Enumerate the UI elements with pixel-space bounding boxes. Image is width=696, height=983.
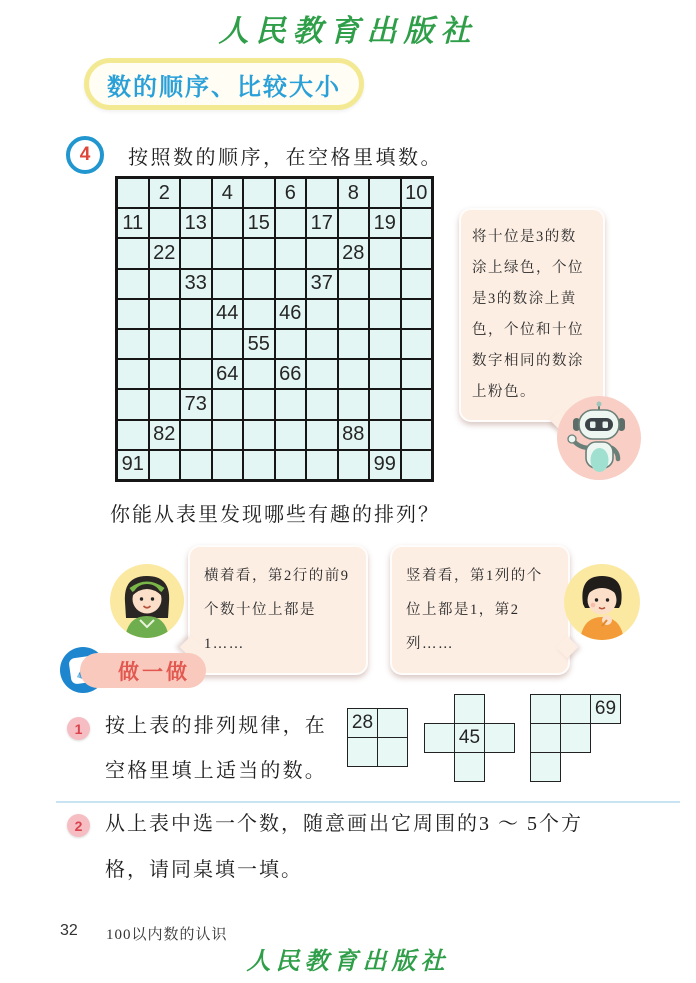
boy-bubble-text: 竖着看，第1列的个位上都是1，第2列…… [406,568,543,652]
boy-avatar [564,564,640,640]
grid-cell-blank [401,238,433,268]
grid-cell-blank [243,238,275,268]
grid-cell-blank [306,389,338,419]
grid-cell-blank [117,329,149,359]
grid-cell-blank [243,389,275,419]
grid-cell-blank [212,238,244,268]
grid-cell-filled: 44 [212,299,244,329]
shape-cell-filled: 28 [347,708,378,738]
grid-cell-blank [243,450,275,480]
problem4-number: 4 [79,144,91,165]
grid-cell-blank [338,329,370,359]
grid-cell-blank [117,389,149,419]
shape-cell-blank [484,723,515,753]
grid-cell-blank [369,359,401,389]
grid-cell-blank [338,269,370,299]
grid-cell-filled: 10 [401,178,433,208]
grid-cell-blank [212,208,244,238]
problem2-text: 从上表中选一个数，随意画出它周围的3 ～ 5个方格，请同桌填一填。 [105,813,583,881]
shape-cell-blank [454,752,485,782]
girl-icon [110,564,184,638]
grid-cell-filled: 55 [243,329,275,359]
robot-avatar [557,396,641,480]
grid-cell-blank [401,208,433,238]
grid-cell-blank [149,329,181,359]
grid-cell-filled: 64 [212,359,244,389]
follow-up-question: 你能从表里发现哪些有趣的排列？ [110,504,440,526]
grid-cell-blank [117,238,149,268]
page-number: 32 [60,922,78,939]
lesson-title-pill [84,58,364,110]
girl-bubble-text: 横着看，第2行的前9个数十位上都是1…… [204,568,350,652]
grid-cell-blank [306,329,338,359]
number-grid [115,176,434,482]
problem2-number: 2 [74,817,83,834]
grid-cell-blank [149,299,181,329]
girl-avatar [110,564,184,638]
robot-speech-bubble [459,208,605,422]
grid-cell-filled: 88 [338,420,370,450]
grid-cell-blank [369,269,401,299]
grid-cell-blank [243,269,275,299]
grid-cell-blank [275,208,307,238]
grid-cell-filled: 73 [180,389,212,419]
grid-cell-blank [401,359,433,389]
grid-cell-blank [369,389,401,419]
publisher-logo-top: 人民教育出版社 [218,15,478,48]
grid-cell-blank [306,238,338,268]
grid-cell-blank [275,238,307,268]
grid-cell-blank [212,329,244,359]
grid-cell-filled: 66 [275,359,307,389]
grid-cell-filled: 28 [338,238,370,268]
grid-cell-blank [306,299,338,329]
grid-cell-blank [243,420,275,450]
grid-cell-filled: 33 [180,269,212,299]
shape-cell-blank [530,752,561,782]
grid-cell-blank [275,450,307,480]
shape-cell-blank [424,723,455,753]
shape-cell-blank [530,723,561,753]
problem1-number: 1 [74,720,83,737]
shape-cell-blank [377,737,408,767]
grid-cell-blank [369,299,401,329]
grid-cell-blank [338,389,370,419]
grid-cell-filled: 13 [180,208,212,238]
grid-cell-filled: 17 [306,208,338,238]
grid-cell-filled: 8 [338,178,370,208]
grid-cell-blank [117,299,149,329]
problem1-number-badge [67,717,90,740]
grid-cell-blank [369,238,401,268]
boy-icon [564,564,640,640]
grid-cell-blank [306,178,338,208]
problem1-text: 按上表的排列规律，在空格里填上适当的数。 [105,715,327,782]
grid-cell-filled: 99 [369,450,401,480]
grid-cell-blank [401,389,433,419]
shape-cell-blank [347,737,378,767]
grid-cell-blank [180,329,212,359]
grid-cell-blank [149,359,181,389]
grid-cell-blank [180,178,212,208]
grid-cell-blank [401,329,433,359]
problem4-prompt: 按照数的顺序，在空格里填数。 [128,147,443,169]
grid-cell-blank [369,329,401,359]
shape-cell-blank [454,694,485,724]
grid-cell-blank [117,420,149,450]
grid-cell-filled: 91 [117,450,149,480]
grid-cell-filled: 37 [306,269,338,299]
shape-cell-blank [560,694,591,724]
grid-cell-blank [180,420,212,450]
grid-cell-blank [212,389,244,419]
grid-cell-blank [275,389,307,419]
grid-cell-blank [369,420,401,450]
grid-cell-blank [275,269,307,299]
grid-cell-blank [338,208,370,238]
grid-cell-blank [117,269,149,299]
grid-cell-blank [212,269,244,299]
do-it-label: 做一做 [118,659,190,684]
grid-cell-filled: 46 [275,299,307,329]
grid-cell-filled: 2 [149,178,181,208]
grid-cell-blank [149,450,181,480]
grid-cell-blank [306,359,338,389]
grid-cell-blank [117,359,149,389]
shape-cell-filled: 69 [590,694,621,724]
grid-cell-filled: 6 [275,178,307,208]
grid-cell-filled: 15 [243,208,275,238]
grid-cell-blank [243,359,275,389]
grid-cell-blank [275,420,307,450]
shape-cell-filled: 45 [454,723,485,753]
chapter-title: 100以内数的认识 [106,927,228,943]
shape-cell-blank [560,723,591,753]
grid-cell-blank [180,450,212,480]
grid-cell-blank [306,450,338,480]
grid-cell-blank [275,329,307,359]
grid-cell-blank [369,178,401,208]
grid-cell-filled: 19 [369,208,401,238]
grid-cell-filled: 11 [117,208,149,238]
grid-cell-blank [180,238,212,268]
grid-cell-blank [212,420,244,450]
grid-cell-blank [117,178,149,208]
problem4-number-badge [66,136,104,174]
shape-cell-blank [530,694,561,724]
lesson-title: 数的顺序、比较大小 [107,74,341,101]
grid-cell-blank [401,420,433,450]
grid-cell-blank [401,450,433,480]
grid-cell-blank [212,450,244,480]
grid-cell-blank [149,389,181,419]
grid-cell-blank [149,208,181,238]
publisher-logo-bottom: 人民教育出版社 [246,949,450,975]
grid-cell-blank [401,269,433,299]
grid-cell-blank [338,299,370,329]
grid-cell-filled: 22 [149,238,181,268]
do-it-header-pill [80,653,206,688]
robot-bubble-text: 将十位是3的数涂上绿色，个位是3的数涂上黄色，个位和十位数字相同的数涂上粉色。 [472,229,584,400]
grid-cell-blank [401,299,433,329]
grid-cell-blank [306,420,338,450]
shape-cell-blank [377,708,408,738]
grid-cell-blank [243,299,275,329]
boy-speech-bubble [390,545,570,675]
problem2-number-badge [67,814,90,837]
robot-icon [557,396,641,480]
grid-cell-filled: 4 [212,178,244,208]
grid-cell-blank [180,299,212,329]
girl-speech-bubble [188,545,368,675]
grid-cell-blank [243,178,275,208]
grid-cell-blank [338,450,370,480]
grid-cell-filled: 82 [149,420,181,450]
grid-cell-blank [180,359,212,389]
grid-cell-blank [338,359,370,389]
grid-cell-blank [149,269,181,299]
